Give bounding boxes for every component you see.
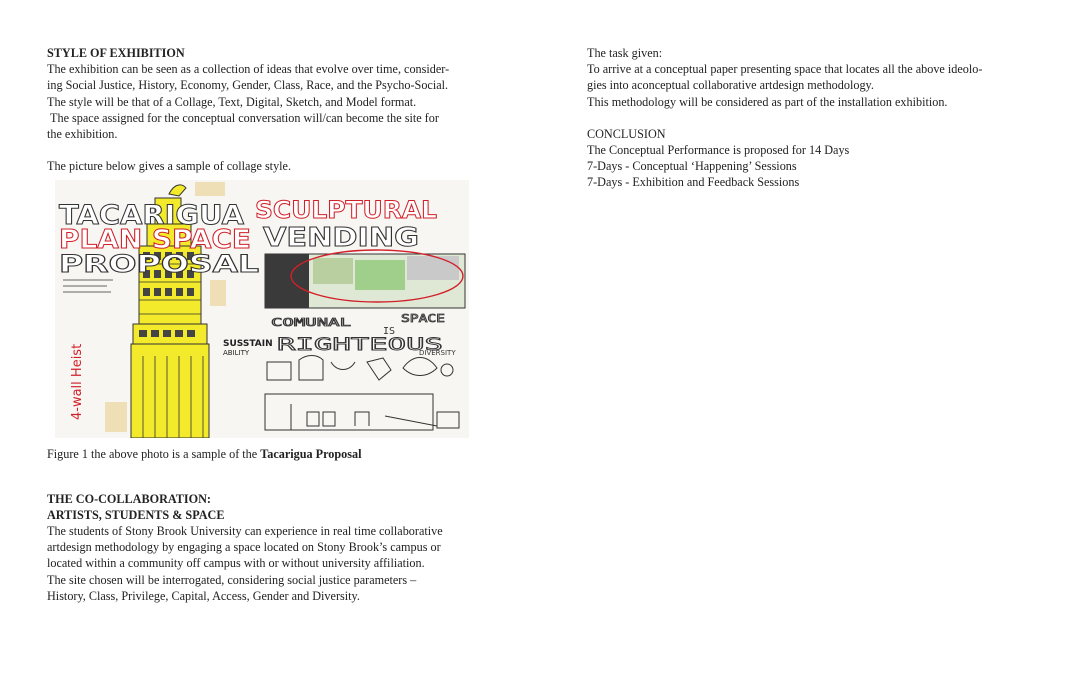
collab-line: The site chosen will be interrogated, considering social justice parameters – (47, 572, 417, 587)
collab-line: artdesign methodology by engaging a space located on Stony Brook’s campus or (47, 540, 441, 555)
caption-bold: Tacarigua Proposal (260, 447, 362, 462)
collage-word: PROPOSAL (59, 250, 259, 279)
style-line: The exhibition can be seen as a collection of ideas that evolve over time, consider- (47, 62, 450, 77)
figure-caption (47, 446, 487, 462)
caption-text: Figure 1 the above photo is a sample of the (47, 447, 261, 462)
collab-heading: THE CO-COLLABORATION: (47, 491, 211, 506)
collage-word: DIVERSITY (419, 349, 456, 358)
collab-line: The students of Stony Brook University can experience in real time collaborative (47, 524, 443, 539)
conclusion-line: The Conceptual Performance is proposed for 14 Days (587, 143, 850, 158)
task-heading: The task given: (587, 46, 663, 60)
style-heading: STYLE OF EXHIBITION (47, 46, 185, 60)
style-line: The style will be that of a Collage, Text, Digital, Sketch, and Model format. (47, 94, 417, 109)
side-note: 4-wall Heist (70, 344, 85, 421)
task-line: This methodology will be considered as part of the installation exhibition. (587, 94, 948, 109)
task-line: gies into aconceptual collaborative artdesign methodology. (587, 78, 874, 93)
collage-word: VENDING (263, 223, 419, 254)
collage-word: SCULPTURAL (255, 196, 437, 225)
conclusion-line: 7-Days - Exhibition and Feedback Sessions (587, 175, 800, 190)
collage-word: TACARIGUA (59, 200, 245, 232)
collage-word: RIGHTEOUS (277, 335, 443, 356)
style-line: ing Social Justice, History, Economy, Gender, Class, Race, and the Psycho-Social. (47, 78, 449, 93)
left-column (47, 45, 487, 604)
collage-word: COMUNAL (271, 316, 352, 330)
collage-word: SUSSTAIN (223, 339, 273, 350)
collab-line: located within a community off campus with or without university affiliation. (47, 556, 425, 571)
style-line: the exhibition. (47, 127, 118, 142)
collage-word: SPACE (401, 312, 445, 326)
collab-subheading: ARTISTS, STUDENTS & SPACE (47, 507, 225, 522)
style-line: The space assigned for the conceptual conversation will/can become the site for (47, 110, 439, 125)
collage-word: ABILITY (223, 349, 250, 358)
right-column (587, 45, 1027, 191)
collage-word: IS (383, 326, 396, 338)
task-line: To arrive at a conceptual paper presenting space that locates all the above ideolo- (587, 62, 983, 77)
collage-word: PLAN SPACE (59, 225, 251, 256)
conclusion-heading: CONCLUSION (587, 126, 666, 141)
conclusion-line: 7-Days - Conceptual ‘Happening’ Sessions (587, 159, 797, 174)
collage-sketch (55, 180, 469, 438)
map-collage (265, 250, 465, 308)
collab-line: History, Class, Privilege, Capital, Access, Gender and Diversity. (47, 588, 360, 603)
picture-intro: The picture below gives a sample of collage style. (47, 159, 292, 174)
collage-figure (55, 180, 469, 438)
